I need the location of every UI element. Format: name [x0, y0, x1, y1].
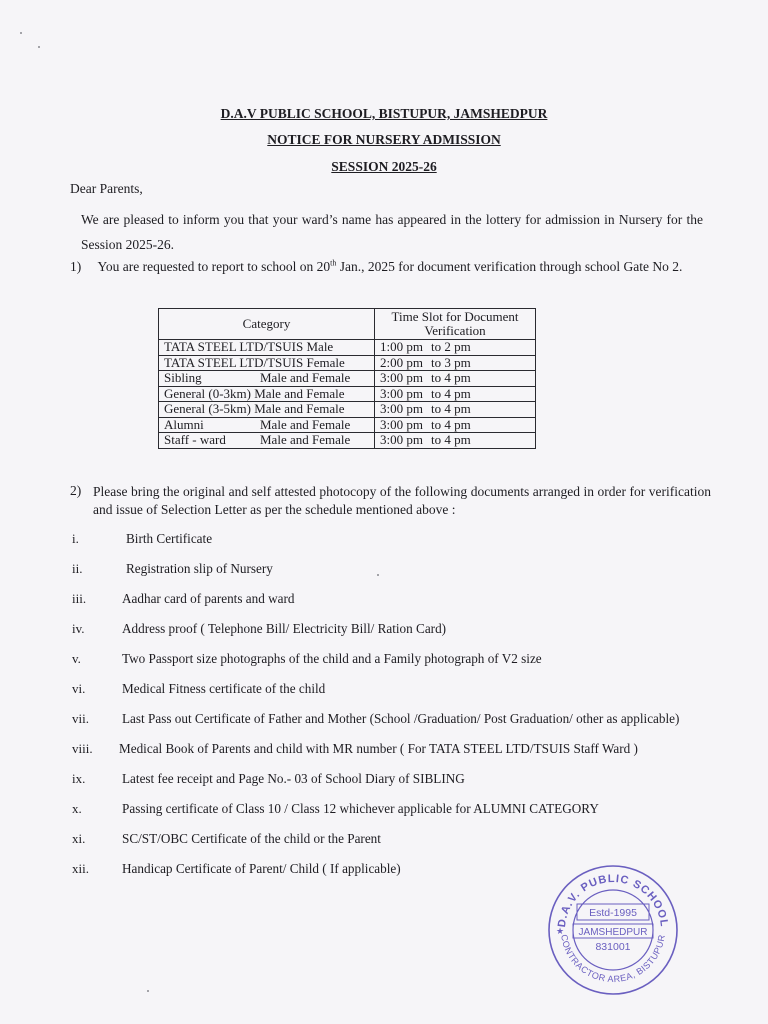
slot-to: to 4 pm	[430, 432, 471, 447]
point-2-number: 2)	[70, 483, 82, 498]
category-cell	[159, 386, 375, 402]
list-item-number: ix.	[72, 771, 86, 786]
stamp-star-icon: ★	[556, 927, 565, 937]
category-cell	[159, 371, 375, 387]
slot-to: to 2 pm	[430, 339, 471, 354]
table-row	[159, 417, 536, 433]
list-item: Two Passport size photographs of the child and a Family photograph of V2 size	[122, 651, 542, 666]
point-1-number: 1)	[70, 259, 82, 274]
slot-from: 1:00 pm	[380, 339, 423, 354]
category-label: Sibling	[164, 370, 202, 385]
speck	[20, 32, 22, 34]
point-1-sup: th	[330, 258, 337, 268]
list-item-number: xii.	[72, 861, 89, 876]
slot-to: to 4 pm	[430, 385, 471, 401]
list-item-number: iii.	[72, 591, 87, 606]
stamp-estd: Estd-1995	[589, 907, 637, 919]
list-item-number: ii.	[72, 561, 83, 576]
time-slot-cell	[375, 417, 536, 433]
stamp-ring-top: D.A.V. PUBLIC SCHOOL	[555, 872, 671, 928]
category-cell	[159, 402, 375, 418]
category-cell	[159, 433, 375, 449]
table-row	[159, 386, 536, 402]
category-label: Staff - ward	[164, 432, 226, 447]
table-row	[159, 371, 536, 387]
category-cell	[159, 355, 375, 371]
stamp-city: JAMSHEDPUR	[578, 927, 648, 938]
list-item-number: xi.	[72, 831, 86, 846]
gender-label: Male and Female	[260, 432, 351, 447]
gender-label: Male and Female	[260, 370, 351, 385]
slot-from: 3:00 pm	[380, 416, 423, 432]
table-row	[159, 355, 536, 371]
stamp-pin: 831001	[595, 941, 631, 953]
list-item-number: iv.	[72, 621, 85, 636]
list-item: Registration slip of Nursery	[126, 561, 273, 576]
list-item-number: i.	[72, 531, 79, 546]
session-title: SESSION 2025-26	[331, 159, 437, 174]
list-item: Latest fee receipt and Page No.- 03 of School Diary of SIBLING	[122, 771, 465, 786]
list-item: SC/ST/OBC Certificate of the child or the Parent	[122, 831, 381, 846]
category-label: TATA STEEL LTD/TSUIS Male	[164, 339, 334, 354]
list-item: Handicap Certificate of Parent/ Child ( If applicable)	[122, 861, 401, 876]
point-2-text: Please bring the original and self attested photocopy of the following documents arranged in order for verification and issue of Selection Letter as per the schedule mentioned above :	[93, 484, 711, 517]
slot-from: 3:00 pm	[380, 385, 423, 401]
category-cell	[159, 340, 375, 356]
point-1	[70, 259, 682, 275]
notice-title: NOTICE FOR NURSERY ADMISSION	[267, 132, 501, 147]
time-slot-table	[158, 308, 536, 449]
time-slot-cell	[375, 402, 536, 418]
category-header: Category	[159, 309, 375, 340]
slot-to: to 4 pm	[430, 416, 471, 432]
school-title: D.A.V PUBLIC SCHOOL, BISTUPUR, JAMSHEDPUR	[220, 106, 548, 121]
list-item: Address proof ( Telephone Bill/ Electricity Bill/ Ration Card)	[122, 621, 447, 636]
list-item: Medical Book of Parents and child with MR number ( For TATA STEEL LTD/TSUIS Staff Ward )	[119, 741, 638, 756]
list-item: Aadhar card of parents and ward	[122, 591, 295, 606]
slot-to: to 3 pm	[430, 354, 471, 370]
table-row	[159, 433, 536, 449]
slot-from: 3:00 pm	[380, 432, 423, 447]
stamp-ring-bottom: CONTRACTOR AREA, BISTUPUR	[559, 933, 667, 985]
table-row	[159, 340, 536, 356]
list-item: Birth Certificate	[126, 531, 213, 546]
list-item: Medical Fitness certificate of the child	[122, 681, 326, 696]
list-item-number: x.	[72, 801, 82, 816]
time-slot-cell	[375, 386, 536, 402]
category-cell	[159, 417, 375, 433]
speck	[147, 990, 149, 992]
greeting: Dear Parents,	[70, 181, 143, 196]
table-row	[159, 402, 536, 418]
list-item: Passing certificate of Class 10 / Class 12 whichever applicable for ALUMNI CATEGORY	[122, 801, 599, 816]
time-slot-cell	[375, 355, 536, 371]
slot-to: to 4 pm	[430, 370, 471, 385]
list-item-number: v.	[72, 651, 81, 666]
time-slot-cell	[375, 433, 536, 449]
slot-from: 3:00 pm	[380, 401, 423, 416]
category-label: General (3-5km) Male and Female	[164, 401, 345, 416]
list-item-number: vii.	[72, 711, 89, 726]
slot-from: 2:00 pm	[380, 354, 423, 370]
list-item: Last Pass out Certificate of Father and Mother (School /Graduation/ Post Graduation/ other as applicable)	[122, 711, 680, 726]
list-item-number: vi.	[72, 681, 86, 696]
time-slot-cell	[375, 371, 536, 387]
point-1-text-b: Jan., 2025 for document verification through school Gate No 2.	[336, 259, 683, 274]
gender-label: Male and Female	[260, 416, 351, 432]
point-1-text-a: You are requested to report to school on 20	[97, 259, 331, 274]
time-slot-header: Time Slot for Document Verification	[375, 309, 536, 340]
speck	[38, 46, 40, 48]
category-label: Alumni	[164, 416, 204, 432]
school-stamp	[545, 862, 681, 998]
category-label: General (0-3km) Male and Female	[164, 385, 345, 401]
category-label: TATA STEEL LTD/TSUIS Female	[164, 354, 345, 370]
table-header-row	[159, 309, 536, 340]
list-item-number: viii.	[72, 741, 93, 756]
slot-to: to 4 pm	[430, 401, 471, 416]
speck	[377, 574, 379, 576]
slot-from: 3:00 pm	[380, 370, 423, 385]
intro-paragraph: We are pleased to inform you that your ward’s name has appeared in the lottery for admission in Nursery for the Session 2025-26.	[81, 212, 703, 252]
time-slot-cell	[375, 340, 536, 356]
